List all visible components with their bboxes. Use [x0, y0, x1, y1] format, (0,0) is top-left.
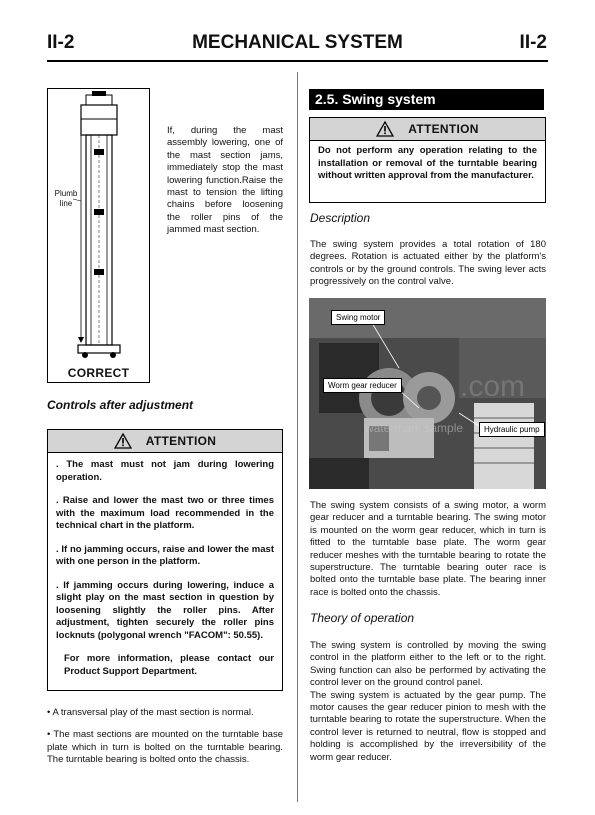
description-heading: Description [310, 211, 371, 225]
theory-paragraph: The swing system is controlled by moving the swing control in the platform either to the left or to the right. Swing function can also be performed by activating the control lever on the ground control panel. [310, 640, 546, 689]
swing-motor-label: Swing motor [331, 310, 385, 325]
swing-attention-box [309, 117, 546, 203]
components-text: The swing system consists of a swing motor, a worm gear reducer and a turntable bearing. The swing motor is mounted on the worm gear reducer, which in turn is fitted to the turntable base plate. The worm gear reducer meshes with the turntable bearing to rotate the superstructure. The turntable bearing outer race is bolted onto the turntable base plate. The bearing inner race is bolted onto the chassis. [310, 500, 546, 598]
page-number-left: II-2 [47, 32, 75, 53]
note-item: • A transversal play of the mast section is normal. [47, 707, 254, 718]
watermark-small: watermark sample [365, 421, 464, 435]
attention-title: ATTENTION [145, 434, 217, 448]
worm-gear-label: Worm gear reducer [323, 378, 402, 393]
mast-figure [47, 88, 150, 383]
theory-text [310, 640, 546, 764]
description-text: The swing system provides a total rotation of 180 degrees. Rotation is actuated either by the platform's controls or by the ground controls. The swing lever acts progressively on the control valve. [310, 239, 546, 288]
attention-item: . The mast must not jam during lowering operation. [56, 459, 274, 483]
controls-heading: Controls after adjustment [47, 398, 194, 412]
attention-item: . If no jamming occurs, raise and lower the mast with one person in the platform. [56, 543, 274, 567]
section-title: 2.5. Swing system [309, 89, 544, 110]
plumb-line-label: Plumb line [54, 189, 78, 208]
attention-body [310, 141, 545, 187]
attention-item: For more information, please contact our Product Support Department. [64, 653, 274, 677]
figure-caption: CORRECT [67, 366, 130, 380]
theory-heading: Theory of operation [310, 611, 415, 625]
note-item: • The mast sections are mounted on the turntable base plate which in turn is bolted on the turntable bearing. The turntable bearing is bolted onto the chassis. [47, 729, 283, 766]
page-number-right: II-2 [519, 32, 547, 53]
column-divider [297, 72, 298, 802]
controls-attention-box [47, 429, 283, 691]
header-rule [47, 60, 548, 62]
mast-drawing [48, 89, 151, 369]
attention-item: . Raise and lower the mast two or three times with the maximum load recommended in the technical chart in the platform. [56, 495, 274, 531]
page-title: MECHANICAL SYSTEM [192, 32, 403, 53]
attention-title: ATTENTION [408, 122, 479, 136]
notes-list [47, 707, 283, 767]
attention-header [48, 430, 282, 453]
watermark: .com [460, 370, 526, 403]
hydraulic-pump-label: Hydraulic pump [479, 422, 545, 437]
theory-paragraph: The swing system is actuated by the gear pump. The motor causes the gear reducer pinion to mesh with the turntable bearing to rotate the superstructure. When the control lever is returned to neutral, flow is stopped and holding is accomplished by the irreversibility of the worm gear reducer. [310, 689, 546, 763]
warning-icon [376, 121, 394, 137]
warning-icon [114, 433, 132, 449]
attention-header [310, 118, 545, 141]
attention-body [48, 453, 282, 684]
attention-item: . If jamming occurs during lowering, induce a slight play on the mast section in question by loosening slightly the roller pins. After adjustment, tighten securely the roller pins locknuts (polygonal wrench "FACOM": 50.55). [56, 579, 274, 641]
mast-jam-instructions: If, during the mast assembly lowering, one of the mast section jams, immediately stop the mast lowering function.Raise the mast to tension the lifting chains before loosening the roller pins of the jammed mast section. [167, 125, 283, 236]
attention-text: Do not perform any operation relating to the installation or removal of the turntable bearing without written approval from the manufacturer. [318, 145, 537, 181]
